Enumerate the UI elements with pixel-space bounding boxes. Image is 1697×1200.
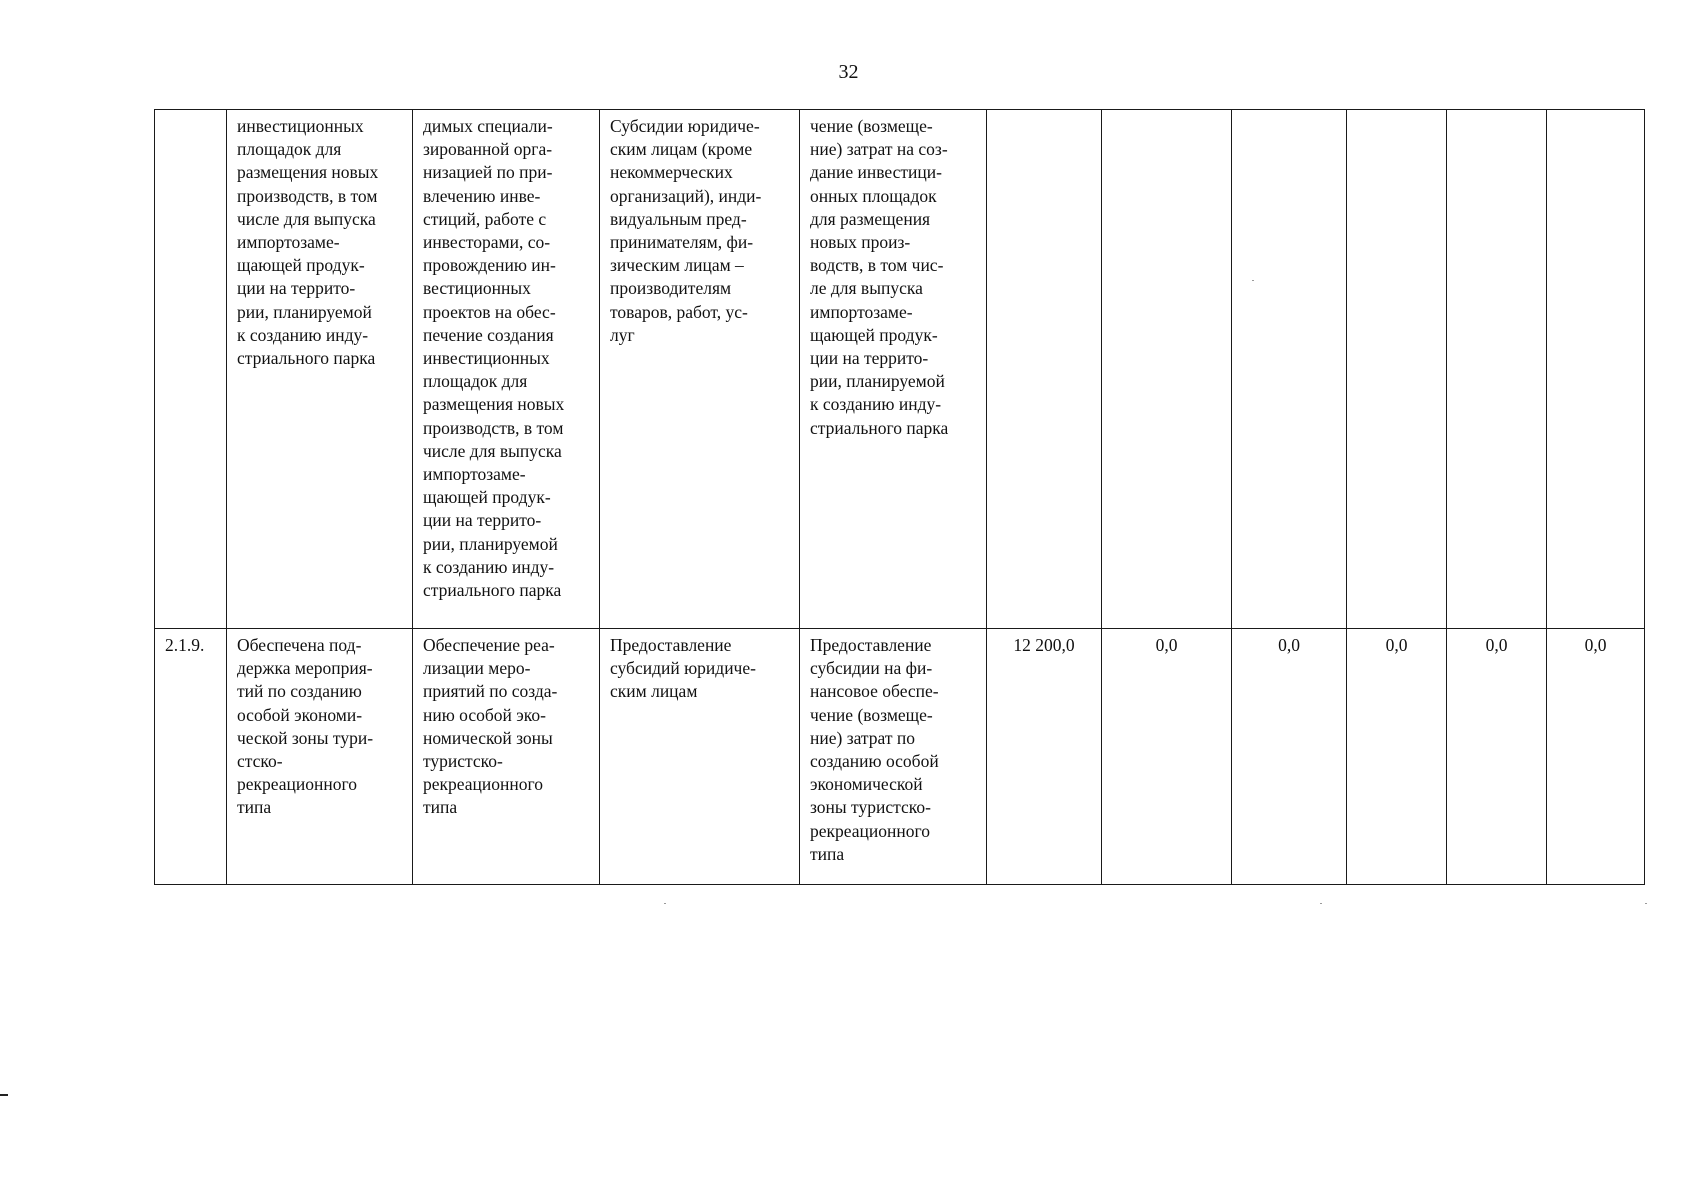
expense-type-cell: Предоставление субсидий юридиче- ским лицам [600,629,800,885]
measure-cell: Обеспечение реа- лизации меро- приятий по созда- нию особой эко- номической зоны туристско- рекреационного типа [413,629,600,885]
amount-cell-2: 0,0 [1102,629,1232,885]
expense-type-cell: Субсидии юридиче- ским лицам (кроме некоммерческих организаций), инди- видуальным пред- принимателям, фи- зическим лицам – производителям товаров, работ, ус- луг [600,110,800,629]
result-cell: инвестиционных площадок для размещения новых производств, в том числе для выпуска импортозаме- щающей продук- ции на террито- рии, планируемой к созданию инду- стриального парка [227,110,413,629]
row-code-cell: 2.1.9. [155,629,227,885]
program-measures-table [154,109,1645,885]
scan-dust-dot [1252,280,1254,281]
scan-dust-dot [664,903,666,904]
amount-cell-1 [987,110,1102,629]
amount-cell-6 [1547,110,1645,629]
scan-dust-dot [1320,903,1322,904]
measure-cell: димых специали- зированной орга- низацией по при- влечению инве- стиций, работе с инвесторами, со- провождению ин- вестиционных проектов на обес- печение создания инвестиционных площадок для размещения новых производств, в том числе для выпуска импортозаме- щающей продук- ции на террито- рии, планируемой к созданию инду- стриального парка [413,110,600,629]
page-number: 32 [838,61,859,83]
row-code-cell [155,110,227,629]
table-row [155,110,1645,629]
amount-cell-2 [1102,110,1232,629]
description-cell: чение (возмеще- ние) затрат на соз- дание инвестици- онных площадок для размещения новых произ- водств, в том чис- ле для выпуска импортозаме- щающей продук- ции на террито- рии, планируемой к созданию инду- стриального парка [800,110,987,629]
result-cell: Обеспечена под- держка мероприя- тий по созданию особой экономи- ческой зоны тури- стско- рекреационного типа [227,629,413,885]
amount-cell-3: 0,0 [1232,629,1347,885]
description-cell: Предоставление субсидии на фи- нансовое обеспе- чение (возмеще- ние) затрат по созданию особой экономической зоны туристско- рекреационного типа [800,629,987,885]
amount-cell-3 [1232,110,1347,629]
amount-cell-6: 0,0 [1547,629,1645,885]
table-row [155,629,1645,885]
amount-cell-5 [1447,110,1547,629]
amount-cell-1: 12 200,0 [987,629,1102,885]
amount-cell-5: 0,0 [1447,629,1547,885]
scan-margin-mark [0,1094,8,1096]
amount-cell-4 [1347,110,1447,629]
amount-cell-4: 0,0 [1347,629,1447,885]
scan-dust-dot [1645,903,1647,904]
